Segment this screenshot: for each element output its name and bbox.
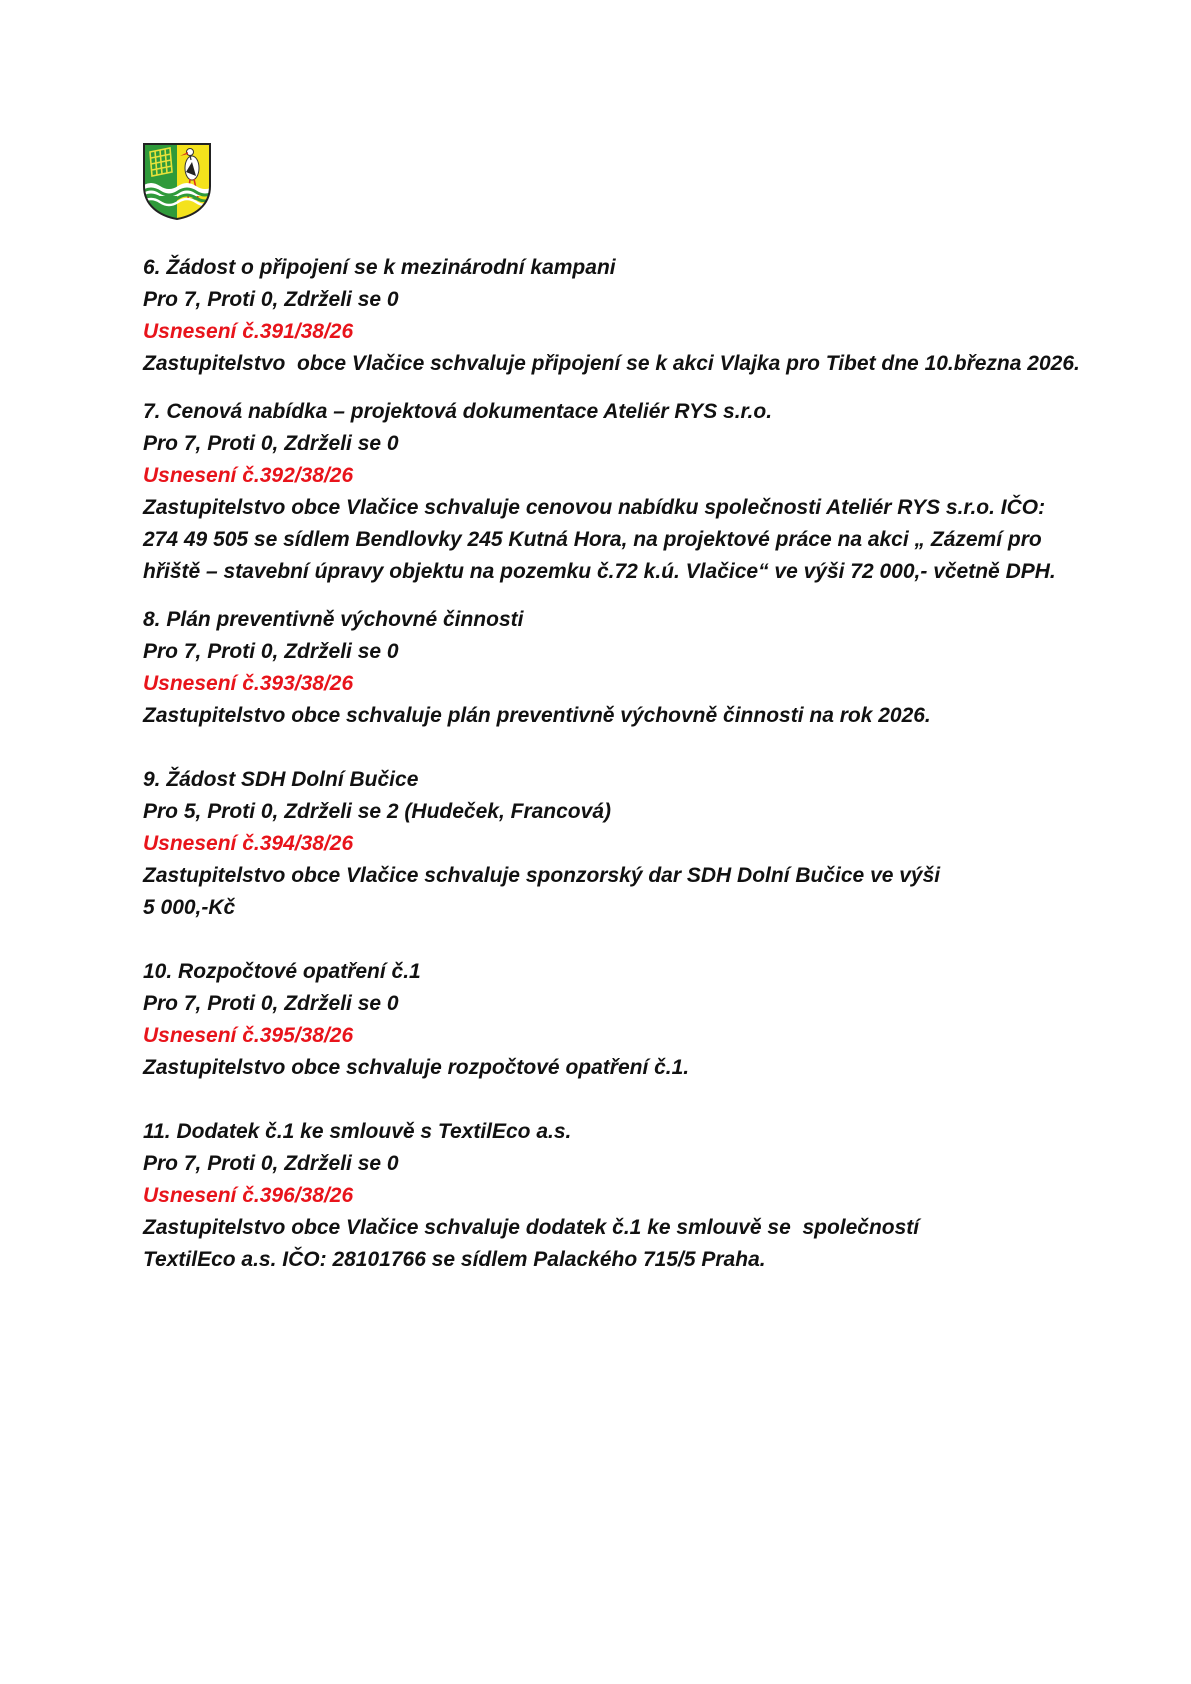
item-resolution-text: Zastupitelstvo obce Vlačice schvaluje cenovou nabídku společnosti Ateliér RYS s.r.o. IČO: 274 49 505 se sídlem Bendlovky 245 Kutná Hora, na projektové práce na akci „ Zázemí pro hřiště – stavební úpravy objektu na pozemku č.72 k.ú. Vlačice“ ve výši 72 000,- včetně DPH. [143, 496, 1056, 583]
item-vote: Pro 5, Proti 0, Zdrželi se 2 (Hudeček, Francová) [143, 800, 611, 823]
item-vote: Pro 7, Proti 0, Zdrželi se 0 [143, 640, 399, 663]
agenda-item-11 [143, 1116, 1083, 1276]
agenda-item-9 [143, 764, 1083, 924]
item-vote: Pro 7, Proti 0, Zdrželi se 0 [143, 992, 399, 1015]
item-heading: 6. Žádost o připojení se k mezinárodní kampani [143, 256, 616, 279]
item-resolution-text: Zastupitelstvo obce schvaluje rozpočtové opatření č.1. [143, 1056, 690, 1079]
item-resolution-number: Usnesení č.394/38/26 [143, 832, 354, 855]
item-heading: 9. Žádost SDH Dolní Bučice [143, 768, 419, 791]
item-vote: Pro 7, Proti 0, Zdrželi se 0 [143, 432, 399, 455]
resolutions-list [143, 252, 1083, 1276]
agenda-item-8 [143, 604, 1083, 732]
item-heading: 7. Cenová nabídka – projektová dokumentace Ateliér RYS s.r.o. [143, 400, 773, 423]
item-heading: 8. Plán preventivně výchovné činnosti [143, 608, 524, 631]
coat-of-arms-icon [142, 142, 212, 220]
item-resolution-text: Zastupitelstvo obce Vlačice schvaluje připojení se k akci Vlajka pro Tibet dne 10.března 2026. [143, 352, 1080, 375]
item-resolution-text: Zastupitelstvo obce Vlačice schvaluje sponzorský dar SDH Dolní Bučice ve výši 5 000,-Kč [143, 864, 941, 919]
agenda-item-6 [143, 252, 1083, 380]
item-vote: Pro 7, Proti 0, Zdrželi se 0 [143, 1152, 399, 1175]
item-resolution-number: Usnesení č.395/38/26 [143, 1024, 354, 1047]
item-resolution-number: Usnesení č.393/38/26 [143, 672, 354, 695]
agenda-item-10 [143, 956, 1083, 1084]
item-resolution-number: Usnesení č.396/38/26 [143, 1184, 354, 1207]
item-resolution-text: Zastupitelstvo obce schvaluje plán preventivně výchovně činnosti na rok 2026. [143, 704, 931, 727]
agenda-item-7 [143, 396, 1083, 588]
item-resolution-text: Zastupitelstvo obce Vlačice schvaluje dodatek č.1 ke smlouvě se společností TextilEco a.s. IČO: 28101766 se sídlem Palackého 715/5 Praha. [143, 1216, 920, 1271]
item-resolution-number: Usnesení č.391/38/26 [143, 320, 354, 343]
item-resolution-number: Usnesení č.392/38/26 [143, 464, 354, 487]
item-vote: Pro 7, Proti 0, Zdrželi se 0 [143, 288, 399, 311]
item-heading: 11. Dodatek č.1 ke smlouvě s TextilEco a.s. [143, 1120, 572, 1143]
item-heading: 10. Rozpočtové opatření č.1 [143, 960, 421, 983]
